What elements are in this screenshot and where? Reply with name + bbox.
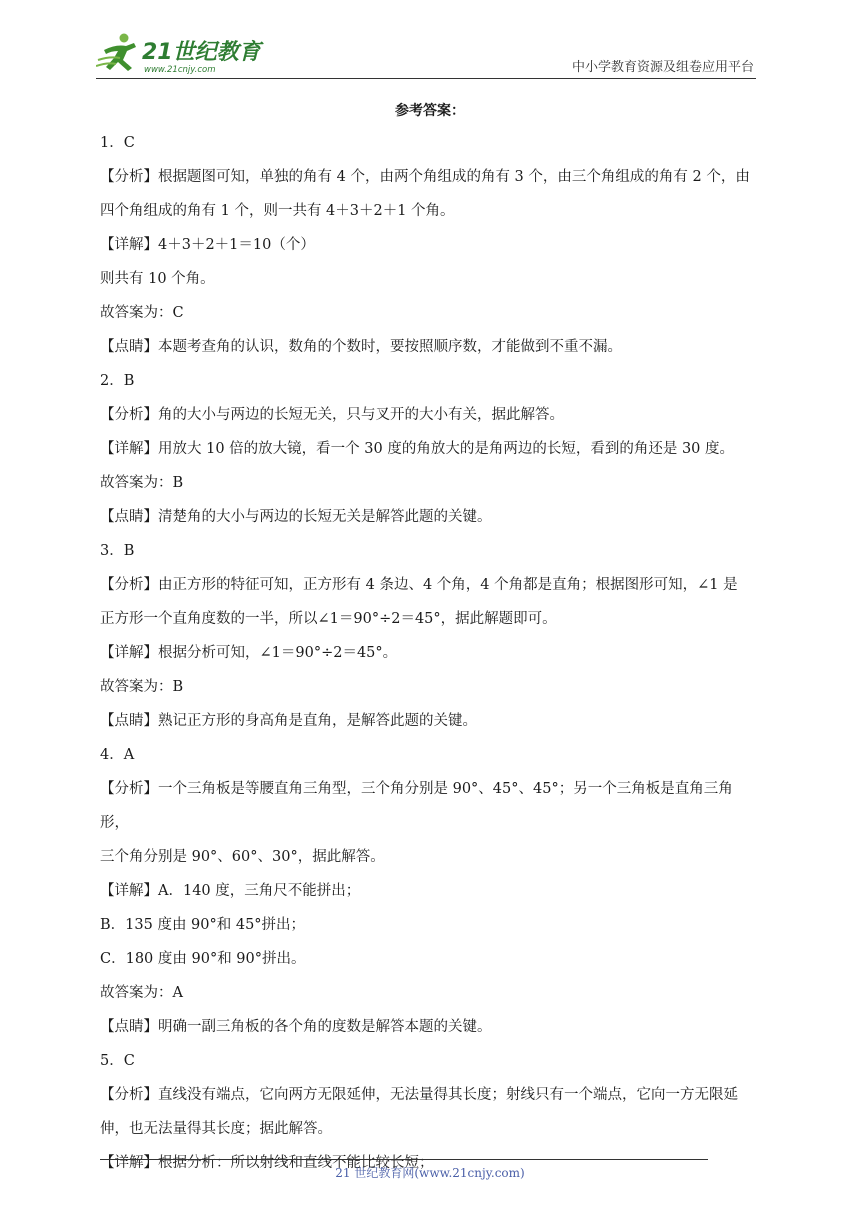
answer-line: 【详解】根据分析可知，∠1＝90°÷2＝45°。 [100, 645, 398, 661]
answer-line: 三个角分别是 90°、60°、30°，据此解答。 [100, 849, 385, 865]
answer-line: 1．C [100, 135, 135, 151]
answer-line: 【分析】根据题图可知，单独的角有 4 个，由两个角组成的角有 3 个，由三个角组成的角有 2 个，由 [100, 169, 750, 185]
answer-line: 故答案为：B [100, 679, 184, 695]
answer-line: 正方形一个直角度数的一半，所以∠1＝90°÷2＝45°，据此解题即可。 [100, 611, 557, 627]
answer-line: 【分析】直线没有端点，它向两方无限延伸，无法量得其长度；射线只有一个端点，它向一方无限延 [100, 1087, 738, 1103]
answer-line: 【点睛】熟记正方形的身高角是直角，是解答此题的关键。 [100, 713, 477, 729]
svg-text:www.21cnjy.com: www.21cnjy.com [144, 65, 216, 75]
site-logo [96, 30, 266, 76]
answer-line: 3．B [100, 543, 135, 559]
answer-content [100, 126, 760, 1180]
answer-line: 【点睛】清楚角的大小与两边的长短无关是解答此题的关键。 [100, 509, 492, 525]
svg-text:21世纪教育: 21世纪教育 [142, 40, 261, 65]
answer-line: 【详解】根据分析：所以射线和直线不能比较长短； [100, 1155, 434, 1171]
answer-line: 故答案为：A [100, 985, 183, 1001]
footer-divider [100, 1159, 708, 1160]
page-footer[interactable]: 21 世纪教育网(www.21cnjy.com) [335, 1166, 525, 1180]
answer-line: 4．A [100, 747, 135, 763]
answer-line: 伸，也无法量得其长度；据此解答。 [100, 1121, 332, 1137]
answer-line: B．135 度由 90°和 45°拼出； [100, 917, 306, 933]
answer-line: 【详解】用放大 10 倍的放大镜，看一个 30 度的角放大的是角两边的长短，看到的角还是 30 度。 [100, 441, 735, 457]
answer-line: 【分析】由正方形的特征可知，正方形有 4 条边、4 个角，4 个角都是直角；根据图形可知，∠1 是 [100, 577, 738, 593]
answer-line: C．180 度由 90°和 90°拼出。 [100, 951, 306, 967]
answer-line: 四个角组成的角有 1 个，则一共有 4＋3＋2＋1 个角。 [100, 203, 455, 219]
page-header [96, 30, 756, 79]
answer-title: 参考答案： [395, 103, 465, 119]
answer-line: 5．C [100, 1053, 135, 1069]
answer-line: 【详解】A．140 度，三角尺不能拼出； [100, 883, 361, 899]
answer-line: 2．B [100, 373, 135, 389]
answer-line: 【详解】4＋3＋2＋1＝10（个） [100, 237, 315, 253]
answer-line: 【点睛】本题考查角的认识，数角的个数时，要按照顺序数，才能做到不重不漏。 [100, 339, 622, 355]
answer-line: 故答案为：C [100, 305, 184, 321]
answer-line: 【分析】角的大小与两边的长短无关，只与叉开的大小有关，据此解答。 [100, 407, 564, 423]
answer-line: 【点睛】明确一副三角板的各个角的度数是解答本题的关键。 [100, 1019, 492, 1035]
runner-logo-icon [96, 30, 266, 76]
answer-line: 故答案为：B [100, 475, 184, 491]
answer-line: 【分析】一个三角板是等腰直角三角型，三个角分别是 90°、45°、45°；另一个三角板是直角三角形， [100, 781, 733, 831]
platform-name: 中小学教育资源及组卷应用平台 [571, 60, 754, 75]
answer-line: 则共有 10 个角。 [100, 271, 215, 287]
